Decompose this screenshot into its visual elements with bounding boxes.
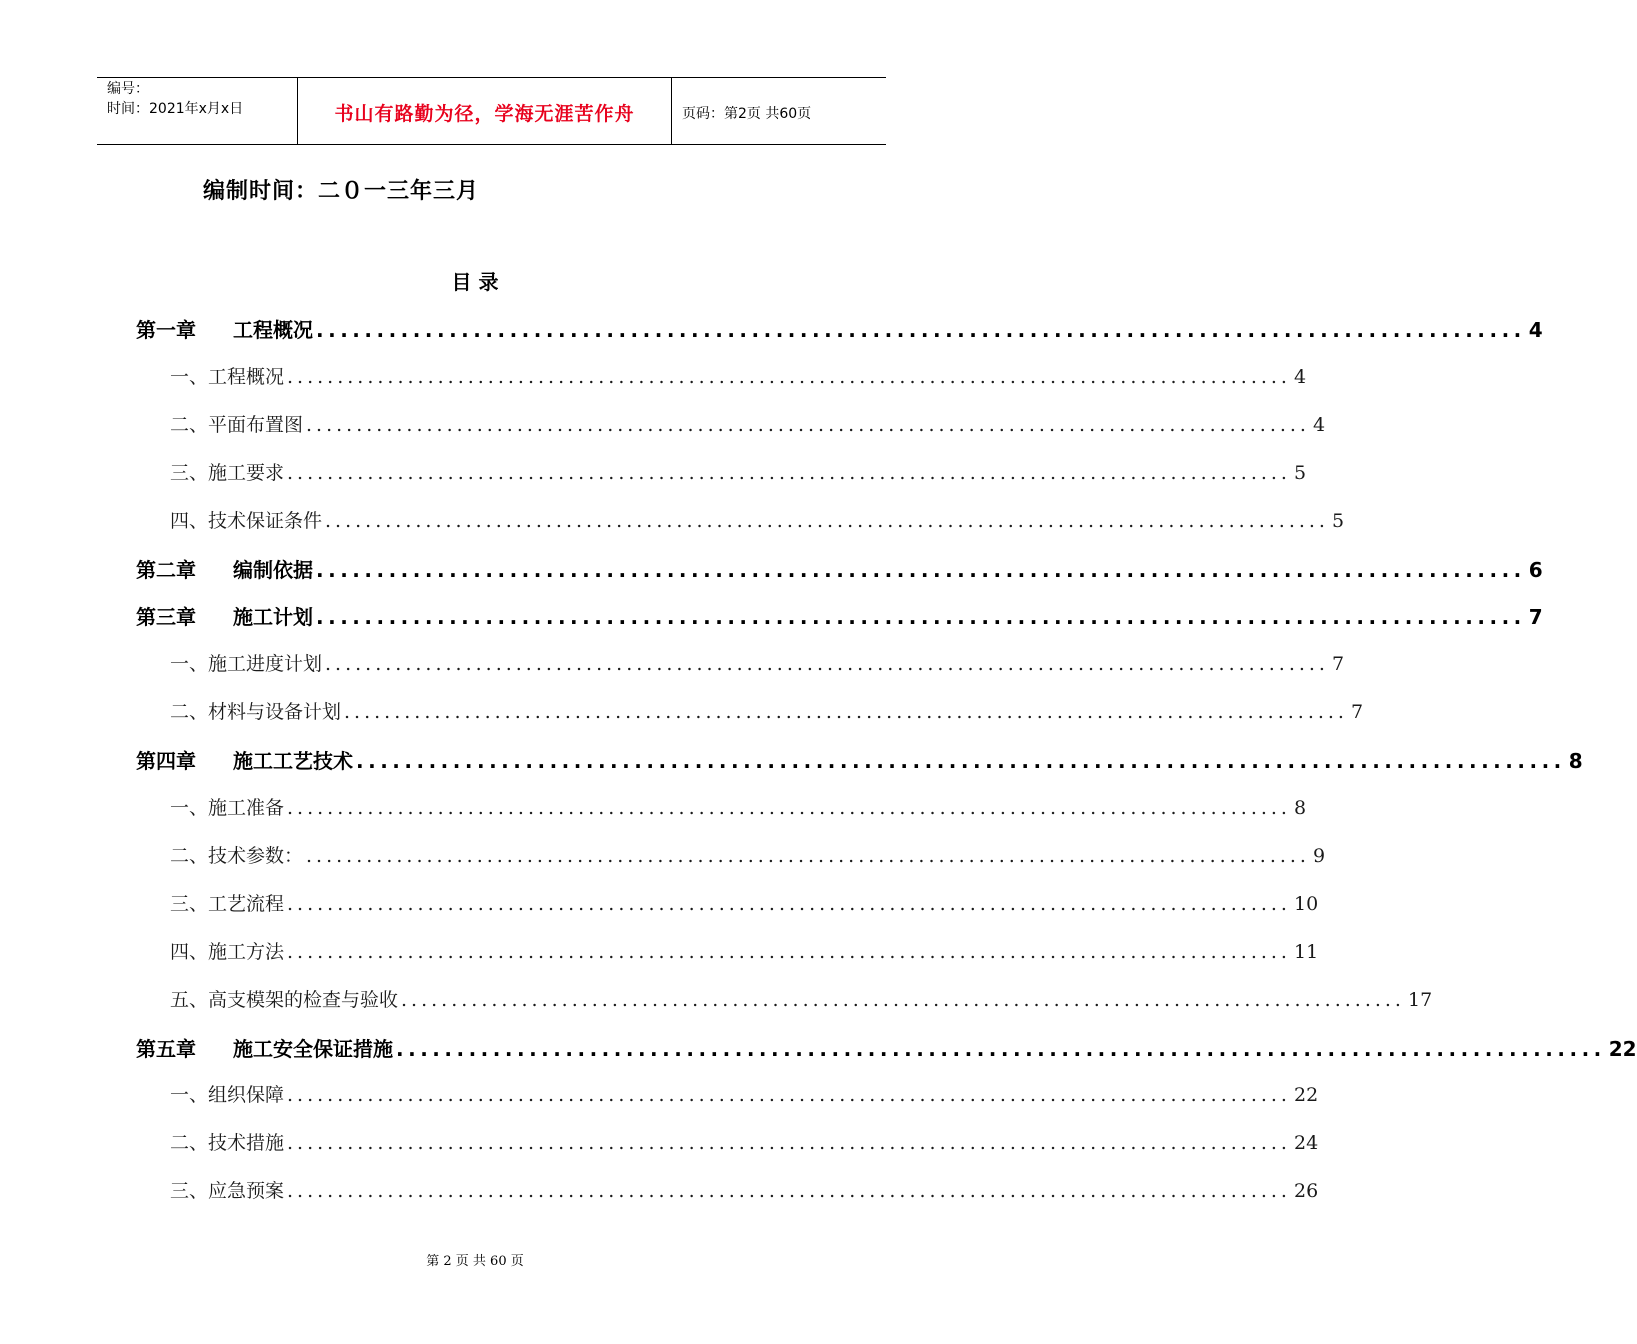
toc-dot-leader: .................................................................................................... — [356, 749, 1566, 774]
toc-entry-label — [136, 1033, 393, 1062]
toc-chapter-entry[interactable] — [136, 745, 1583, 774]
toc-entry-label — [170, 841, 303, 868]
toc-entry-label — [170, 506, 322, 533]
toc-entry-label — [170, 410, 303, 437]
toc-section-entry[interactable] — [170, 410, 1326, 437]
toc-section-entry[interactable] — [170, 362, 1307, 389]
toc-dot-leader: .................................................................................................... — [287, 461, 1291, 484]
toc-page-number: 24 — [1293, 1132, 1319, 1155]
document-time-label: 时间：2021年x月x日 — [107, 101, 244, 117]
toc-page-number: 5 — [1293, 461, 1307, 484]
toc-page-number: 8 — [1293, 797, 1307, 819]
toc-entry-text: 编制依据 — [233, 557, 313, 582]
toc-dot-leader: .................................................................................................... — [316, 605, 1526, 630]
toc-dot-leader: .................................................................................................... — [306, 413, 1310, 436]
toc-section-entry[interactable] — [170, 1176, 1319, 1203]
toc-entry-text: 二、平面布置图 — [170, 413, 304, 436]
toc-page-number: 17 — [1407, 988, 1433, 1011]
toc-page-number: 7 — [1528, 605, 1543, 630]
toc-dot-leader: .................................................................................................... — [287, 1180, 1291, 1203]
toc-section-entry[interactable] — [170, 937, 1319, 964]
toc-chapter-number: 第三章 — [136, 605, 196, 630]
toc-entry-text: 二、技术措施 — [170, 1132, 285, 1155]
toc-entry-label — [170, 889, 284, 916]
toc-entry-label — [170, 649, 322, 676]
toc-entry-label — [170, 697, 341, 724]
toc-dot-leader: .................................................................................................... — [344, 701, 1348, 724]
toc-dot-leader: .................................................................................................... — [287, 892, 1291, 915]
toc-page-number: 5 — [1331, 509, 1345, 532]
toc-entry-label — [170, 937, 284, 964]
toc-section-entry[interactable] — [170, 697, 1364, 724]
toc-entry-text: 一、施工进度计划 — [170, 653, 323, 676]
toc-dot-leader: .................................................................................................... — [316, 557, 1526, 582]
toc-section-entry[interactable] — [170, 506, 1345, 533]
toc-section-entry[interactable] — [170, 649, 1345, 676]
page-footer: 第 2 页 共 60 页 — [426, 1254, 524, 1269]
toc-section-entry[interactable] — [170, 458, 1307, 485]
toc-entry-label — [136, 554, 313, 583]
toc-page-number: 6 — [1528, 557, 1543, 582]
toc-dot-leader: .................................................................................................... — [316, 318, 1526, 342]
toc-chapter-entry[interactable] — [136, 314, 1543, 343]
toc-entry-label — [170, 362, 284, 389]
toc-chapter-entry[interactable] — [136, 1033, 1637, 1062]
toc-dot-leader: .................................................................................................... — [325, 509, 1329, 532]
toc-entry-text: 三、工艺流程 — [170, 892, 285, 915]
header-page-number: 页码：第2页 共60页 — [682, 106, 812, 122]
toc-page-number: 26 — [1293, 1180, 1319, 1203]
toc-page-number: 4 — [1293, 365, 1307, 388]
toc-dot-leader: .................................................................................................... — [287, 1084, 1291, 1107]
toc-entry-label — [136, 745, 353, 774]
toc-entry-text: 施工工艺技术 — [233, 749, 353, 774]
toc-dot-leader: .................................................................................................... — [306, 844, 1310, 867]
toc-entry-text: 四、技术保证条件 — [170, 509, 323, 532]
toc-entry-label — [136, 601, 313, 630]
toc-chapter-number: 第二章 — [136, 557, 196, 582]
toc-page-number: 11 — [1293, 940, 1319, 963]
toc-section-entry[interactable] — [170, 1080, 1319, 1107]
toc-page-number: 4 — [1312, 413, 1326, 436]
toc-dot-leader: .................................................................................................... — [287, 797, 1291, 819]
toc-entry-text: 四、施工方法 — [170, 940, 285, 963]
toc-page-number: 22 — [1608, 1036, 1637, 1061]
toc-entry-label — [170, 985, 398, 1012]
toc-page-number: 9 — [1312, 844, 1326, 867]
document-number-label: 编号： — [107, 81, 149, 97]
toc-entry-label — [170, 1176, 284, 1203]
toc-entry-text: 二、技术参数： — [170, 844, 304, 867]
toc-section-entry[interactable] — [170, 985, 1433, 1012]
toc-page-number: 22 — [1293, 1084, 1319, 1107]
toc-entry-text: 一、组织保障 — [170, 1084, 285, 1107]
toc-chapter-entry[interactable] — [136, 554, 1543, 583]
toc-dot-leader: .................................................................................................... — [287, 365, 1291, 388]
toc-entry-label — [170, 1080, 284, 1107]
toc-entry-label — [136, 314, 313, 343]
toc-entry-text: 三、施工要求 — [170, 461, 285, 484]
toc-entry-text: 工程概况 — [233, 318, 313, 342]
toc-dot-leader: .................................................................................................... — [396, 1036, 1606, 1061]
toc-page-number: 7 — [1350, 701, 1364, 724]
toc-chapter-entry[interactable] — [136, 601, 1543, 630]
header-motto: 书山有路勤为径，学海无涯苦作舟 — [334, 103, 635, 125]
header-meta — [107, 79, 243, 119]
toc-section-entry[interactable] — [170, 841, 1326, 868]
toc-entry-text: 一、施工准备 — [170, 797, 285, 819]
toc-section-entry[interactable] — [170, 1128, 1319, 1155]
compile-time: 编制时间：二０一三年三月 — [203, 179, 480, 204]
toc-section-entry[interactable] — [170, 793, 1307, 820]
toc-page-number: 7 — [1331, 653, 1345, 676]
toc-chapter-number: 第四章 — [136, 749, 196, 774]
toc-entry-text: 五、高支模架的检查与验收 — [170, 988, 399, 1011]
toc-entry-label — [170, 793, 284, 820]
toc-entry-label — [170, 458, 284, 485]
page-header — [97, 77, 886, 145]
toc-dot-leader: .................................................................................................... — [287, 940, 1291, 963]
toc-entry-label — [170, 1128, 284, 1155]
header-top-rule — [97, 77, 886, 78]
toc-chapter-number: 第五章 — [136, 1036, 196, 1061]
toc-page-number: 8 — [1568, 749, 1583, 774]
toc-entry-text: 二、材料与设备计划 — [170, 701, 342, 724]
toc-section-entry[interactable] — [170, 889, 1319, 916]
toc-dot-leader: .................................................................................................... — [287, 1132, 1291, 1155]
toc-title: 目 录 — [451, 270, 499, 294]
toc-entry-text: 一、工程概况 — [170, 365, 285, 388]
toc-dot-leader: .................................................................................................... — [325, 653, 1329, 676]
header-bottom-rule — [97, 144, 886, 145]
toc-page-number: 4 — [1528, 318, 1543, 342]
toc-entry-text: 施工安全保证措施 — [233, 1036, 393, 1061]
toc-page-number: 10 — [1293, 892, 1319, 915]
toc-dot-leader: .................................................................................................... — [401, 988, 1405, 1011]
toc-entry-text: 三、应急预案 — [170, 1180, 285, 1203]
toc-entry-text: 施工计划 — [233, 605, 313, 630]
toc-chapter-number: 第一章 — [136, 318, 196, 342]
